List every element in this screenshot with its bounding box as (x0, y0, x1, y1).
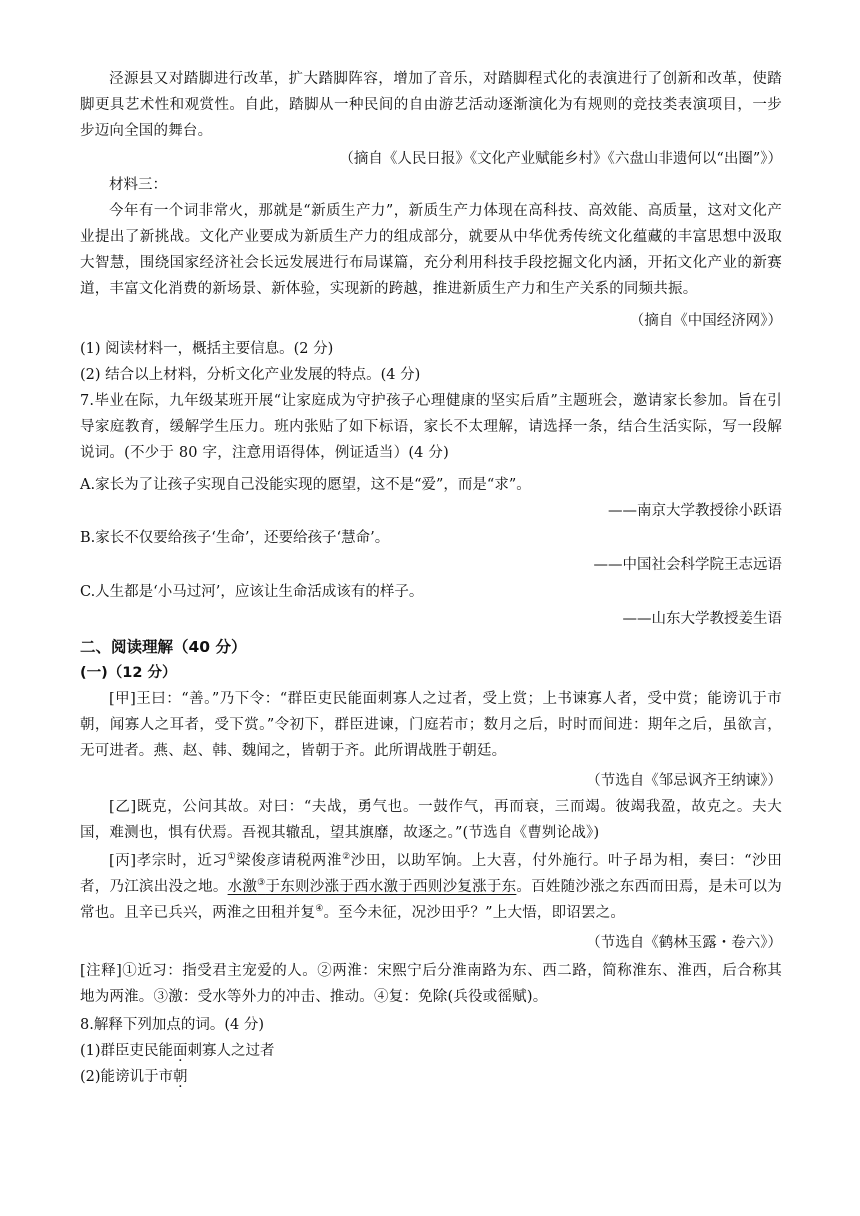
source-citation-1: （摘自《人民日报》《文化产业赋能乡村》《六盘山非遗何以“出圈”》） (339, 151, 782, 167)
question-6-2: (2) 结合以上材料，分析文化产业发展的特点。(4 分) (80, 367, 421, 383)
passage-bing-source: （节选自《鹤林玉露・卷六》） (586, 935, 782, 951)
source-citation-2: （摘自《中国经济网》） (629, 313, 782, 329)
footnote-3-marker: ③ (257, 878, 266, 889)
question-6-1: (1) 阅读材料一，概括主要信息。(2 分) (80, 341, 334, 357)
underlined-sentence: 水激③于东则沙涨于西水激于西则沙复涨于东 (227, 878, 517, 895)
footnote-1-marker: ① (227, 852, 237, 863)
option-b: B.家长不仅要给孩子‘生命’，还要给孩子‘慧命’。 (80, 530, 390, 546)
paragraph-tajiao: 泾源县又对踏脚进行改革，扩大踏脚阵容，增加了音乐，对踏脚程式化的表演进行了创新和改革，使踏脚更具艺术性和观赏性。自此，踏脚从一种民间的自由游艺活动逐渐演化为有规则的竞技类表演项目，一步步迈向全国的舞台。 (80, 71, 782, 139)
option-b-source: ——中国社会科学院王志远语 (593, 557, 782, 573)
dotted-word-2: 朝 (173, 1069, 188, 1085)
subsection-1-heading: (一)（12 分） (80, 665, 177, 681)
option-a-source: ——南京大学教授徐小跃语 (608, 503, 782, 519)
option-c-source: ——山东大学教授姜生语 (622, 611, 782, 627)
passage-yi: [乙]既克，公问其故。对曰：“夫战，勇气也。一鼓作气，再而衰，三而竭。彼竭我盈，故克之。夫大国，难测也，惧有伏焉。吾视其辙乱，望其旗靡，故逐之。”(节选自《曹刿论战》) (80, 799, 782, 841)
material3-text: 今年有一个词非常火，那就是“新质生产力”，新质生产力体现在高科技、高效能、高质量，这对文化产业提出了新挑战。文化产业要成为新质生产力的组成部分，就要从中华优秀传统文化蕴藏的丰富思想中汲取大智慧，围绕国家经济社会长远发展进行布局谋篇，充分利用科技手段挖掘文化内涵，开拓文化产业的新赛道，丰富文化消费的新场景、新体验，实现新的跨越，推进新质生产力和生产关系的同频共振。 (80, 203, 782, 297)
option-a: A.家长为了让孩子实现自己没能实现的愿望，这不是“爱”，而是“求”。 (80, 477, 531, 493)
question-7: 7.毕业在际，九年级某班开展“让家庭成为守护孩子心理健康的坚实后盾”主题班会，邀请家长参加。旨在引导家庭教育，缓解学生压力。班内张贴了如下标语，家长不太理解，请选择一条，结合生活实际，写一段解说词。(不少于 80 字，注意用语得体，例证适当）(4 分) (80, 393, 782, 461)
option-c: C.人生都是‘小马过河’，应该让生命活成该有的样子。 (80, 584, 424, 600)
footnote-2-marker: ② (342, 852, 351, 863)
question-8-1: (1)群臣吏民能面刺寡人之过者 (80, 1043, 275, 1059)
passage-jia: [甲]王曰：“善。”乃下令：“群臣吏民能面刺寡人之过者，受上赏；上书谏寡人者，受中赏；能谤讥于市朝，闻寡人之耳者，受下赏。”令初下，群臣进谏，门庭若市；数月之后，时时而间进：期年之后，虽欲言，无可进者。燕、赵、韩、魏闻之，皆朝于齐。此所谓战胜于朝廷。 (80, 691, 782, 759)
footnote-4-marker: ④ (315, 904, 324, 915)
material3-label: 材料三： (109, 177, 167, 193)
section-2-heading: 二、阅读理解（40 分） (80, 638, 247, 656)
question-8-2: (2)能谤讥于市朝 (80, 1069, 188, 1085)
passage-jia-source: （节选自《邹忌讽齐王纳谏》） (586, 773, 782, 789)
question-8: 8.解释下列加点的词。(4 分) (80, 1017, 264, 1033)
dotted-word-1: 面 (173, 1043, 188, 1059)
passage-bing: [丙]孝宗时，近习①梁俊彦请税两淮②沙田，以助军饷。上大喜，付外施行。叶子昂为相，奏曰：“沙田者，乃江滨出没之地。水激③于东则沙涨于西水激于西则沙复涨于东。百姓随沙涨之东西而田焉，是未可以为常也。且辛已兵兴，两淮之田租并复④。至今未征，况沙田乎？”上大悟，即诏罢之。 (80, 852, 783, 921)
annotations: [注释]①近习：指受君主宠爱的人。②两淮：宋熙宁后分淮南路为东、西二路，简称淮东、淮西，后合称其地为两淮。③激：受水等外力的冲击、推动。④复：免除(兵役或徭赋)。 (80, 963, 782, 1005)
